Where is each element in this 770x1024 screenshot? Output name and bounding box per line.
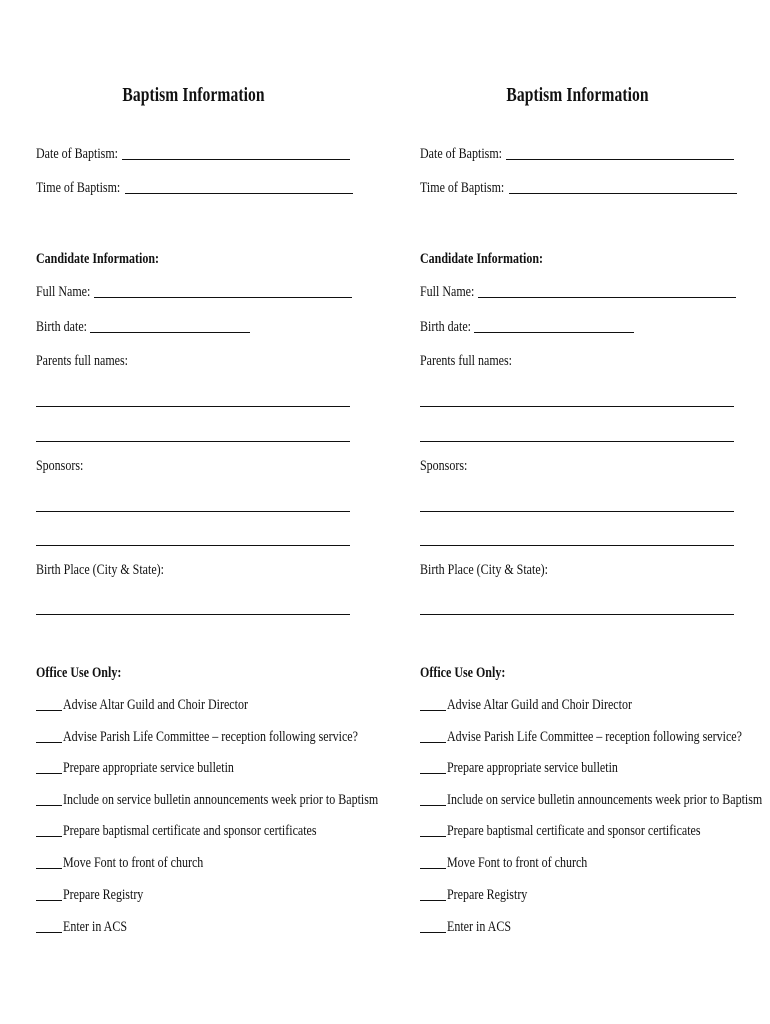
sponsors-label: Sponsors: (36, 458, 84, 474)
task-checkbox-line[interactable] (420, 900, 446, 901)
time-of-baptism-line[interactable] (125, 192, 353, 194)
time-of-baptism-label: Time of Baptism: (36, 180, 121, 196)
date-of-baptism-field[interactable] (420, 146, 734, 163)
task-item[interactable] (36, 697, 294, 714)
time-of-baptism-line[interactable] (509, 192, 737, 194)
task-checkbox-line[interactable] (420, 932, 446, 933)
full-name-line[interactable] (94, 296, 352, 298)
date-of-baptism-line[interactable] (122, 158, 350, 160)
office-use-heading: Office Use Only: (36, 665, 122, 681)
baptism-form-left (36, 0, 379, 1024)
sponsors-line-1[interactable] (420, 511, 734, 512)
candidate-heading: Candidate Information: (36, 251, 160, 267)
birth-place-label: Birth Place (City & State): (36, 562, 164, 578)
task-item[interactable] (420, 855, 622, 872)
baptism-form-right (420, 0, 763, 1024)
task-label: Enter in ACS (447, 919, 512, 935)
task-checkbox-line[interactable] (420, 805, 446, 806)
parents-line-2[interactable] (36, 441, 350, 442)
birth-date-field[interactable] (36, 319, 250, 336)
date-of-baptism-field[interactable] (36, 146, 350, 163)
task-label: Prepare baptismal certificate and sponsor certificates (447, 823, 701, 839)
task-item[interactable] (420, 792, 770, 809)
full-name-field[interactable] (420, 284, 736, 301)
date-of-baptism-label: Date of Baptism: (420, 146, 502, 162)
task-checkbox-line[interactable] (420, 773, 446, 774)
task-item[interactable] (36, 855, 238, 872)
task-item[interactable] (420, 697, 678, 714)
task-label: Advise Altar Guild and Choir Director (63, 697, 248, 713)
date-of-baptism-line[interactable] (506, 158, 734, 160)
time-of-baptism-label: Time of Baptism: (420, 180, 505, 196)
task-checkbox-line[interactable] (420, 742, 446, 743)
date-of-baptism-label: Date of Baptism: (36, 146, 118, 162)
task-checkbox-line[interactable] (420, 868, 446, 869)
form-title: Baptism Information (122, 84, 265, 106)
task-label: Include on service bulletin announcements week prior to Baptism (447, 792, 763, 808)
task-checkbox-line[interactable] (36, 805, 62, 806)
parents-label-row (36, 353, 151, 370)
office-use-heading: Office Use Only: (420, 665, 506, 681)
birth-date-line[interactable] (90, 331, 250, 333)
task-item[interactable] (36, 792, 457, 809)
parents-label: Parents full names: (420, 353, 512, 369)
task-checkbox-line[interactable] (36, 773, 62, 774)
task-checkbox-line[interactable] (420, 836, 446, 837)
time-of-baptism-field[interactable] (420, 180, 737, 197)
full-name-label: Full Name: (36, 284, 91, 300)
task-label: Prepare baptismal certificate and sponsor certificates (63, 823, 317, 839)
task-item[interactable] (420, 760, 661, 777)
task-checkbox-line[interactable] (36, 868, 62, 869)
task-checkbox-line[interactable] (36, 710, 62, 711)
task-label: Prepare Registry (447, 887, 528, 903)
task-item[interactable] (36, 887, 163, 904)
task-checkbox-line[interactable] (36, 836, 62, 837)
birth-date-field[interactable] (420, 319, 634, 336)
task-item[interactable] (36, 919, 143, 936)
sponsors-line-1[interactable] (36, 511, 350, 512)
birth-place-line[interactable] (420, 614, 734, 615)
task-item[interactable] (420, 919, 527, 936)
task-label: Include on service bulletin announcements week prior to Baptism (63, 792, 379, 808)
sponsors-line-2[interactable] (420, 545, 734, 546)
birth-place-label-row (420, 562, 580, 579)
parents-label: Parents full names: (36, 353, 128, 369)
parents-label-row (420, 353, 535, 370)
birth-date-label: Birth date: (420, 319, 471, 335)
task-checkbox-line[interactable] (36, 742, 62, 743)
sponsors-label-row (36, 458, 95, 475)
task-label: Prepare appropriate service bulletin (63, 760, 234, 776)
form-title: Baptism Information (506, 84, 649, 106)
task-item[interactable] (420, 729, 770, 746)
time-of-baptism-field[interactable] (36, 180, 353, 197)
candidate-heading: Candidate Information: (420, 251, 544, 267)
task-checkbox-line[interactable] (36, 900, 62, 901)
sponsors-label: Sponsors: (420, 458, 468, 474)
task-label: Enter in ACS (63, 919, 128, 935)
birth-place-label: Birth Place (City & State): (420, 562, 548, 578)
task-label: Prepare appropriate service bulletin (447, 760, 618, 776)
task-item[interactable] (36, 729, 432, 746)
birth-date-line[interactable] (474, 331, 634, 333)
birth-date-label: Birth date: (36, 319, 87, 335)
task-checkbox-line[interactable] (36, 932, 62, 933)
task-label: Advise Parish Life Committee – reception following service? (447, 729, 742, 745)
full-name-field[interactable] (36, 284, 352, 301)
task-label: Advise Altar Guild and Choir Director (447, 697, 632, 713)
task-label: Advise Parish Life Committee – reception following service? (63, 729, 358, 745)
sponsors-line-2[interactable] (36, 545, 350, 546)
full-name-line[interactable] (478, 296, 736, 298)
task-label: Prepare Registry (63, 887, 144, 903)
task-item[interactable] (420, 887, 547, 904)
task-item[interactable] (36, 760, 277, 777)
sponsors-label-row (420, 458, 479, 475)
task-label: Move Font to front of church (63, 855, 204, 871)
birth-place-line[interactable] (36, 614, 350, 615)
birth-place-label-row (36, 562, 196, 579)
parents-line-1[interactable] (420, 406, 734, 407)
task-label: Move Font to front of church (447, 855, 588, 871)
task-item[interactable] (36, 823, 380, 840)
full-name-label: Full Name: (420, 284, 475, 300)
task-item[interactable] (420, 823, 764, 840)
parents-line-1[interactable] (36, 406, 350, 407)
task-checkbox-line[interactable] (420, 710, 446, 711)
parents-line-2[interactable] (420, 441, 734, 442)
